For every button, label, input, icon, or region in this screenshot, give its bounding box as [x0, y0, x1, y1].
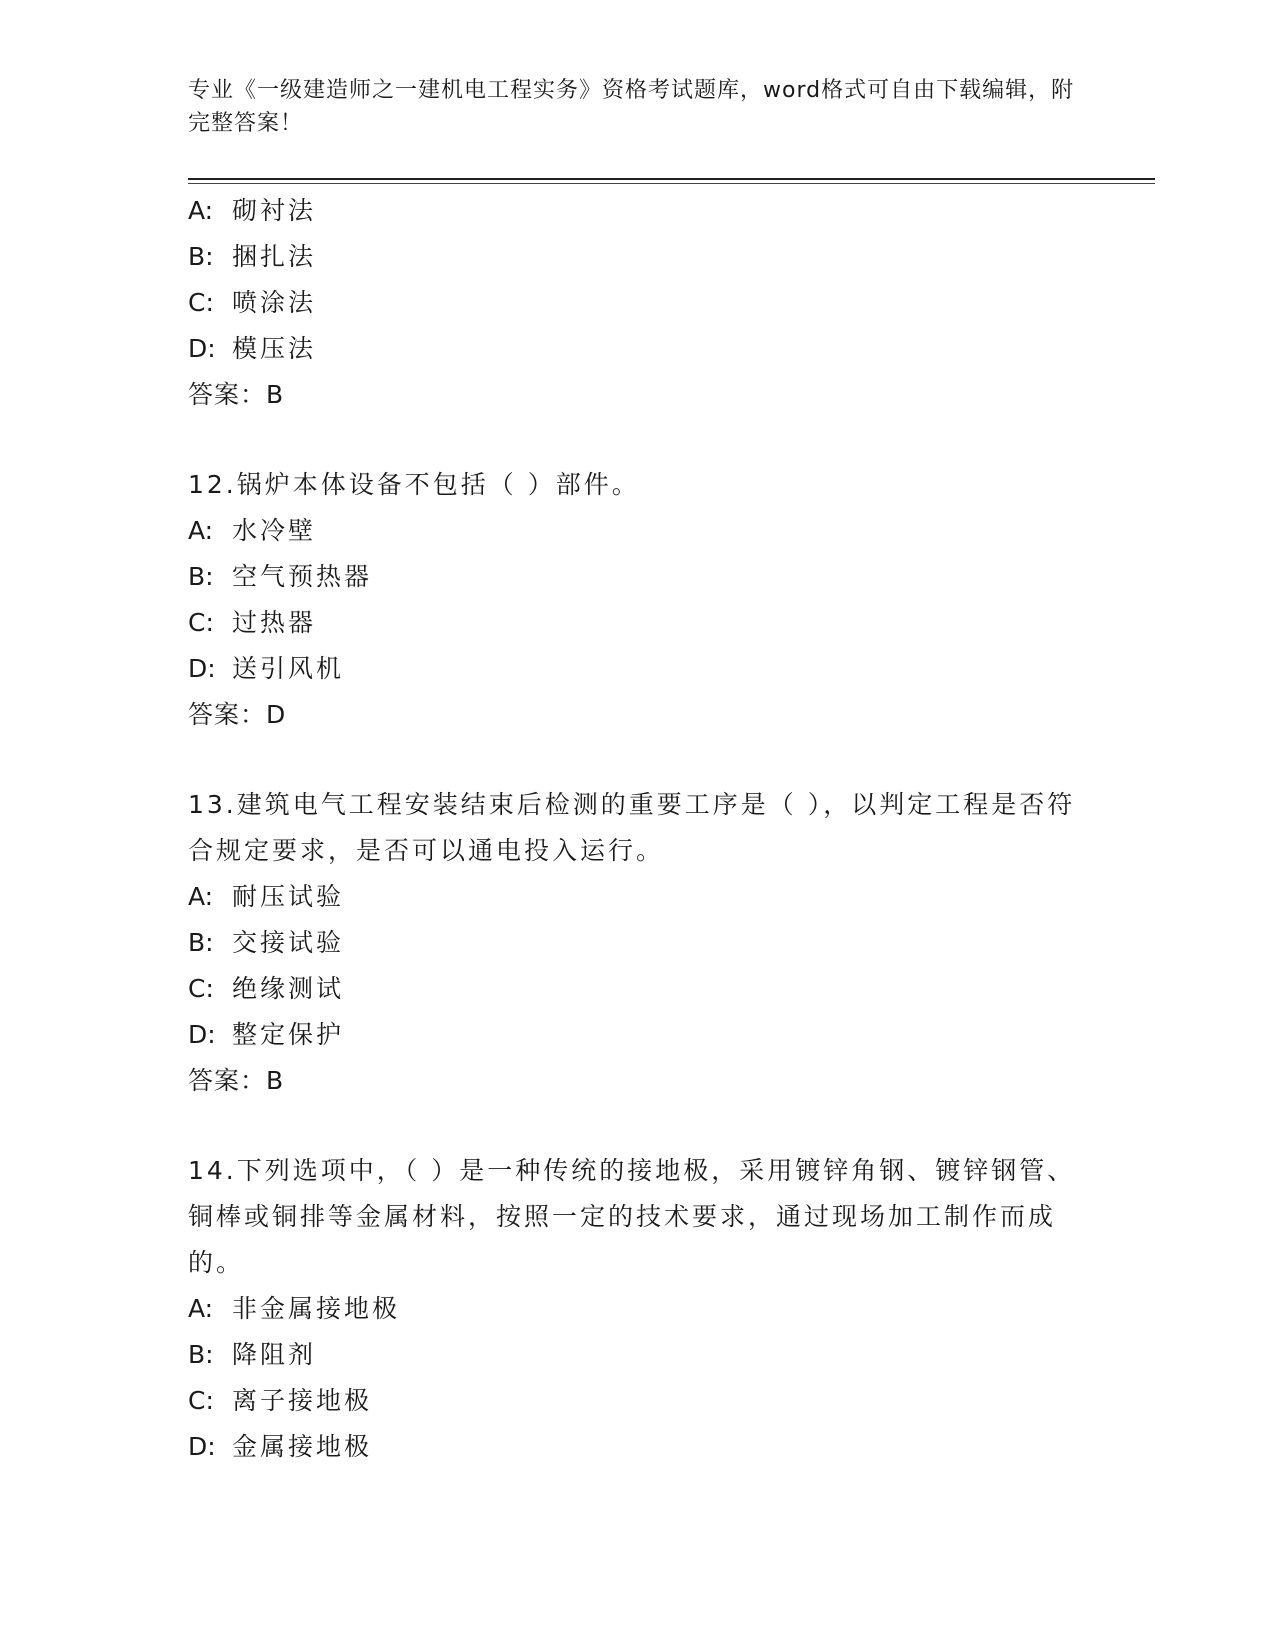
option-letter: C:: [188, 608, 214, 637]
option-c: [188, 966, 1088, 1012]
option-letter: C:: [188, 288, 214, 317]
option-letter: B:: [188, 242, 214, 271]
option-letter: B:: [188, 562, 214, 591]
option-text: 交接试验: [232, 928, 345, 957]
header-rule: [188, 178, 1155, 180]
option-a: [188, 188, 1088, 234]
answer-line: 答案：B: [188, 1066, 285, 1095]
option-b: [188, 554, 1088, 600]
question-text: 13.建筑电气工程安装结束后检测的重要工序是（ ），以判定工程是否符合规定要求，是否可以通电投入运行。: [188, 790, 1076, 865]
option-text: 绝缘测试: [232, 974, 345, 1003]
question-block-14: [188, 1148, 1088, 1470]
question-text: 12.锅炉本体设备不包括（ ）部件。: [188, 470, 640, 499]
option-letter: D:: [188, 1432, 216, 1461]
option-b: [188, 920, 1088, 966]
option-text: 耐压试验: [232, 882, 345, 911]
spacer: [188, 738, 1088, 782]
question-text: 14.下列选项中，（ ）是一种传统的接地极，采用镀锌角钢、镀锌钢管、铜棒或铜排等金属材料，按照一定的技术要求，通过现场加工制作而成的。: [188, 1156, 1076, 1277]
option-d: [188, 326, 1088, 372]
option-letter: D:: [188, 334, 216, 363]
option-letter: A:: [188, 516, 214, 545]
option-a: [188, 874, 1088, 920]
option-c: [188, 280, 1088, 326]
option-a: [188, 1286, 1088, 1332]
option-text: 降阻剂: [232, 1340, 317, 1369]
option-letter: D:: [188, 1020, 216, 1049]
option-text: 送引风机: [232, 654, 345, 683]
option-letter: D:: [188, 654, 216, 683]
header-rule-thin: [188, 183, 1155, 184]
option-text: 离子接地极: [232, 1386, 373, 1415]
option-text: 非金属接地极: [232, 1294, 401, 1323]
spacer: [188, 1104, 1088, 1148]
option-text: 金属接地极: [232, 1432, 373, 1461]
page-header: 专业《一级建造师之一建机电工程实务》资格考试题库，word格式可自由下载编辑，附完整答案！: [188, 78, 1075, 136]
option-c: [188, 600, 1088, 646]
answer-line: 答案：B: [188, 380, 285, 409]
option-d: [188, 646, 1088, 692]
question-block-11: [188, 188, 1088, 418]
option-letter: C:: [188, 1386, 214, 1415]
option-b: [188, 234, 1088, 280]
option-letter: A:: [188, 882, 214, 911]
question-list: [188, 188, 1088, 1470]
option-letter: B:: [188, 1340, 214, 1369]
spacer: [188, 418, 1088, 462]
option-text: 水冷壁: [232, 516, 317, 545]
option-letter: B:: [188, 928, 214, 957]
answer-line: 答案：D: [188, 700, 287, 729]
option-d: [188, 1424, 1088, 1470]
option-text: 喷涂法: [232, 288, 317, 317]
option-c: [188, 1378, 1088, 1424]
option-a: [188, 508, 1088, 554]
option-letter: A:: [188, 1294, 214, 1323]
option-text: 整定保护: [232, 1020, 345, 1049]
option-letter: A:: [188, 196, 214, 225]
question-block-12: [188, 462, 1088, 738]
option-d: [188, 1012, 1088, 1058]
option-text: 空气预热器: [232, 562, 373, 591]
option-b: [188, 1332, 1088, 1378]
option-text: 过热器: [232, 608, 317, 637]
option-letter: C:: [188, 974, 214, 1003]
option-text: 砌衬法: [232, 196, 317, 225]
option-text: 模压法: [232, 334, 317, 363]
option-text: 捆扎法: [232, 242, 317, 271]
question-block-13: [188, 782, 1088, 1104]
